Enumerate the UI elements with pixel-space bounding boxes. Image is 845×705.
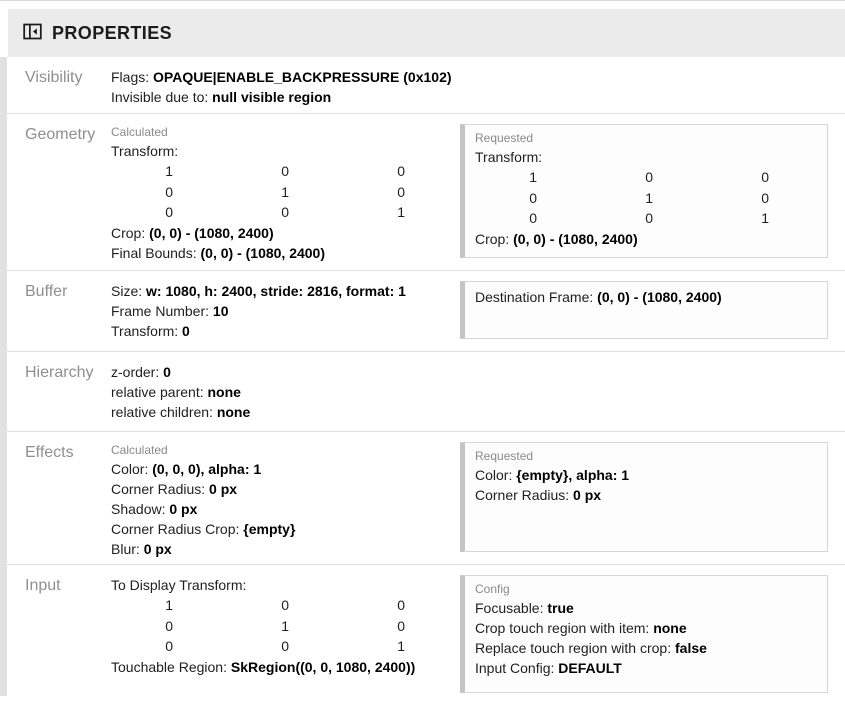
focusable-value: true	[547, 600, 574, 616]
focusable-label: Focusable:	[475, 600, 548, 616]
panel-collapse-icon	[22, 21, 43, 45]
relative-parent-label: relative parent:	[111, 384, 208, 400]
corner-radius-label: Corner Radius:	[475, 487, 574, 503]
section-geometry-title: Geometry	[25, 126, 96, 143]
matrix-cell: 1	[645, 189, 653, 206]
destination-frame-label: Destination Frame:	[475, 289, 598, 305]
transform-label: Transform:	[111, 143, 179, 159]
shadow-row	[111, 499, 460, 519]
section-effects	[7, 432, 845, 565]
page-title: PROPERTIES	[52, 22, 173, 43]
corner-radius-crop-row	[111, 519, 460, 539]
touchable-region-row	[111, 657, 460, 677]
matrix-cell: 1	[281, 617, 289, 634]
matrix-cell: 0	[761, 189, 769, 206]
properties-header	[8, 9, 845, 57]
transform-matrix	[475, 167, 817, 229]
matrix-cell: 0	[281, 638, 289, 654]
crop-row	[111, 223, 460, 243]
crop-row	[475, 229, 817, 249]
matrix-cell: 0	[165, 183, 173, 200]
matrix-cell: 0	[761, 169, 769, 185]
matrix-cell: 0	[397, 617, 405, 634]
matrix-cell: 1	[529, 169, 537, 185]
invisible-label: Invisible due to:	[111, 89, 213, 105]
matrix-cell: 1	[165, 597, 173, 613]
geometry-requested-box	[460, 124, 828, 258]
buffer-destination-box	[460, 281, 828, 339]
replace-touch-region-value: false	[675, 640, 707, 656]
final-bounds-row	[111, 243, 460, 263]
blur-value: 0 px	[143, 541, 172, 557]
section-hierarchy-title: Hierarchy	[25, 364, 94, 381]
touchable-region-value: SkRegion((0, 0, 1080, 2400))	[230, 658, 416, 675]
size-value: w: 1080, h: 2400, stride: 2816, format: 1	[146, 283, 406, 299]
corner-radius-row	[111, 479, 460, 499]
size-row	[111, 281, 460, 301]
relative-parent-row	[111, 382, 460, 402]
corner-radius-row	[475, 485, 817, 505]
color-label: Color:	[111, 461, 153, 477]
matrix-cell: 0	[645, 169, 653, 185]
blur-row	[111, 539, 460, 559]
requested-tag: Requested	[475, 449, 534, 463]
relative-children-label: relative children:	[111, 404, 217, 420]
properties-content	[7, 57, 845, 696]
destination-frame-value: (0, 0) - (1080, 2400)	[597, 289, 722, 305]
relative-children-value: none	[216, 404, 251, 420]
input-config-value: DEFAULT	[558, 660, 622, 676]
z-order-label: z-order:	[111, 364, 164, 380]
invisible-row	[111, 87, 460, 107]
shadow-value: 0 px	[169, 501, 198, 517]
color-value: (0, 0, 0), alpha: 1	[152, 461, 262, 477]
transform-label: Transform:	[475, 149, 543, 165]
destination-frame-row	[475, 287, 817, 307]
section-visibility-title: Visibility	[25, 69, 83, 86]
section-visibility	[7, 57, 845, 114]
blur-label: Blur:	[111, 541, 144, 557]
input-config-box	[460, 575, 828, 693]
crop-value: (0, 0) - (1080, 2400)	[513, 230, 638, 247]
touchable-region-label: Touchable Region:	[111, 658, 231, 675]
matrix-cell: 0	[397, 597, 405, 613]
matrix-cell: 0	[397, 183, 405, 200]
transform-matrix	[111, 161, 460, 223]
matrix-cell: 0	[529, 210, 537, 226]
crop-label: Crop:	[111, 224, 150, 241]
matrix-cell: 0	[165, 617, 173, 634]
matrix-cell: 0	[281, 204, 289, 220]
section-geometry	[7, 114, 845, 271]
input-config-label: Input Config:	[475, 660, 559, 676]
z-order-value: 0	[163, 364, 171, 380]
crop-value: (0, 0) - (1080, 2400)	[149, 224, 274, 241]
z-order-row	[111, 362, 460, 382]
invisible-value: null visible region	[212, 89, 332, 105]
matrix-cell: 0	[165, 204, 173, 220]
relative-children-row	[111, 402, 460, 422]
final-bounds-label: Final Bounds:	[111, 244, 201, 261]
matrix-cell: 0	[281, 597, 289, 613]
frame-number-label: Frame Number:	[111, 303, 213, 319]
crop-touch-region-row	[475, 618, 817, 638]
to-display-transform-matrix	[111, 595, 460, 657]
flags-row	[111, 67, 460, 87]
frame-number-row	[111, 301, 460, 321]
hierarchy-properties	[111, 362, 460, 431]
focusable-row	[475, 598, 817, 618]
matrix-cell: 1	[165, 163, 173, 179]
section-input-title: Input	[25, 577, 61, 594]
section-effects-title: Effects	[25, 444, 74, 461]
corner-radius-value: 0 px	[573, 487, 602, 503]
color-value: {empty}, alpha: 1	[516, 467, 630, 483]
effects-calculated	[111, 442, 460, 564]
replace-touch-region-label: Replace touch region with crop:	[475, 640, 675, 656]
matrix-cell: 1	[397, 204, 405, 220]
to-display-transform-label: To Display Transform:	[111, 577, 247, 593]
crop-touch-region-label: Crop touch region with item:	[475, 620, 654, 636]
shadow-label: Shadow:	[111, 501, 170, 517]
matrix-cell: 0	[645, 210, 653, 226]
final-bounds-value: (0, 0) - (1080, 2400)	[200, 244, 326, 261]
matrix-cell: 1	[397, 638, 405, 654]
matrix-cell: 1	[761, 210, 769, 226]
matrix-cell: 0	[281, 163, 289, 179]
effects-requested-box	[460, 442, 828, 552]
flags-value: OPAQUE|ENABLE_BACKPRESSURE (0x102)	[153, 69, 452, 85]
matrix-cell: 0	[397, 163, 405, 179]
corner-radius-label: Corner Radius:	[111, 481, 210, 497]
color-row	[111, 459, 460, 479]
corner-radius-crop-value: {empty}	[243, 521, 296, 537]
calculated-tag: Calculated	[111, 125, 168, 139]
matrix-cell: 0	[165, 638, 173, 654]
relative-parent-value: none	[207, 384, 241, 400]
section-buffer	[7, 271, 845, 352]
input-config-row	[475, 658, 817, 678]
buffer-transform-row	[111, 321, 460, 341]
color-label: Color:	[475, 467, 517, 483]
color-row	[475, 465, 817, 485]
matrix-cell: 0	[529, 189, 537, 206]
matrix-cell: 1	[281, 183, 289, 200]
corner-radius-crop-label: Corner Radius Crop:	[111, 521, 244, 537]
visibility-properties	[111, 67, 460, 113]
geometry-calculated	[111, 124, 460, 270]
requested-tag: Requested	[475, 131, 534, 145]
flags-label: Flags:	[111, 69, 154, 85]
buffer-transform-label: Transform:	[111, 323, 183, 339]
corner-radius-value: 0 px	[209, 481, 238, 497]
buffer-properties	[111, 281, 460, 351]
crop-touch-region-value: none	[653, 620, 687, 636]
replace-touch-region-row	[475, 638, 817, 658]
input-properties	[111, 575, 460, 705]
section-input	[7, 565, 845, 705]
panel-toggle-button[interactable]	[22, 21, 43, 45]
panel-resize-gutter[interactable]	[0, 57, 7, 696]
buffer-transform-value: 0	[182, 323, 190, 339]
crop-label: Crop:	[475, 230, 514, 247]
frame-number-value: 10	[212, 303, 229, 319]
size-label: Size:	[111, 283, 147, 299]
section-buffer-title: Buffer	[25, 283, 68, 300]
section-hierarchy	[7, 352, 845, 432]
config-tag: Config	[475, 582, 510, 596]
calculated-tag: Calculated	[111, 443, 168, 457]
